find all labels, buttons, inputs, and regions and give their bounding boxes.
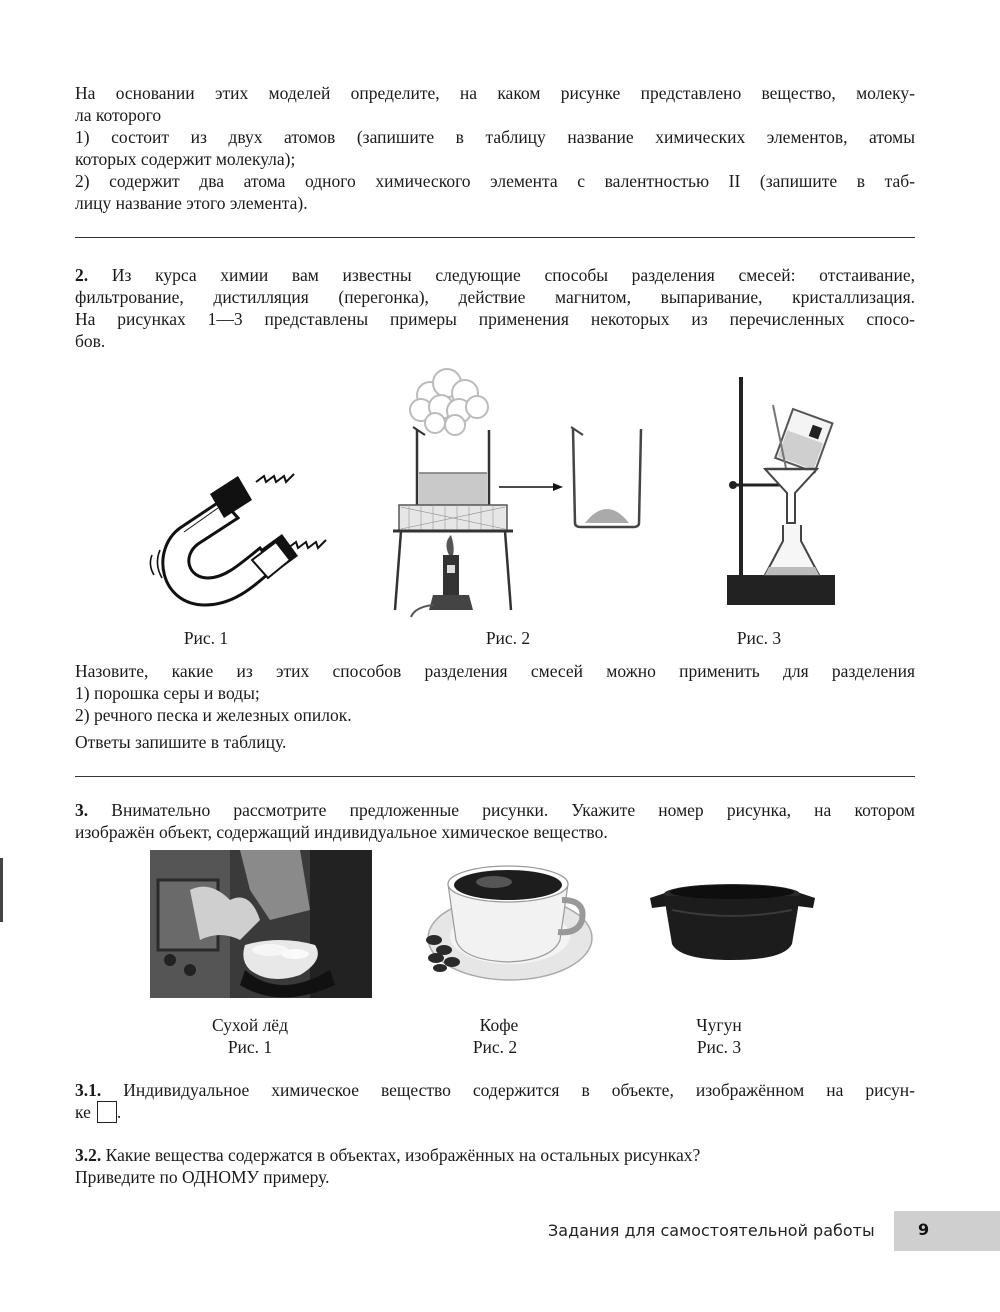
- intro-line: 2) содержит два атома одного химического элемента с валентностью II (запишите в таб-: [75, 171, 915, 191]
- task3-1-number: 3.1.: [75, 1080, 102, 1100]
- answer-line: [75, 237, 915, 238]
- footer-title: Задания для самостоятельной работы: [548, 1221, 875, 1240]
- filtration-illustration: [725, 375, 845, 610]
- coffee-photo: [410, 850, 606, 998]
- task3-1-paragraph: [75, 1079, 915, 1123]
- task3-1-line: ке: [75, 1102, 91, 1122]
- dry-ice-photo: [150, 850, 372, 998]
- intro-line: 1) состоит из двух атомов (запишите в таблицу название химических элементов, атомы: [75, 127, 915, 147]
- edge-mark: [0, 858, 3, 922]
- task2-line: На рисунках 1—3 представлены примеры применения некоторых из перечисленных спосо-: [75, 309, 915, 329]
- evaporation-illustration: [385, 355, 660, 620]
- task2-line: бов.: [75, 331, 106, 351]
- intro-line: ла которого: [75, 105, 162, 125]
- page-tab: [894, 1211, 1000, 1251]
- photo-name: Кофе: [479, 1015, 519, 1035]
- task3-paragraph: [75, 799, 915, 843]
- intro-paragraph: [75, 82, 915, 214]
- intro-line: На основании этих моделей определите, на каком рисунке представлено вещество, молеку-: [75, 83, 915, 103]
- figure-caption: Рис. 3: [736, 628, 782, 648]
- task2-instruction: Ответы запишите в таблицу.: [75, 732, 287, 752]
- task2-paragraph: [75, 264, 915, 352]
- photo-caption: Рис. 3: [696, 1037, 742, 1057]
- task3-2-number: 3.2.: [75, 1145, 102, 1165]
- task3-line: Внимательно рассмотрите предложенные рисунки. Укажите номер рисунка, на котором: [88, 800, 915, 820]
- photo-name: Сухой лёд: [212, 1015, 288, 1035]
- photo-caption: Рис. 1: [227, 1037, 273, 1057]
- task3-2-paragraph: [75, 1144, 915, 1188]
- figure-caption: Рис. 1: [183, 628, 229, 648]
- task2-line: Из курса химии вам известны следующие способы разделения смесей: отстаивание,: [88, 265, 915, 285]
- task3-line: изображён объект, содержащий индивидуальное химическое вещество.: [75, 822, 608, 842]
- task3-1-line-end: .: [116, 1102, 122, 1122]
- answer-box[interactable]: [97, 1101, 117, 1123]
- magnet-illustration: [140, 460, 340, 620]
- task2-question-line: 2) речного песка и железных опилок.: [75, 705, 352, 725]
- task2-line: фильтрование, дистилляция (перегонка), действие магнитом, выпаривание, кристаллизация.: [75, 287, 915, 307]
- answer-line: [75, 776, 915, 777]
- photo-name: Чугун: [696, 1015, 742, 1035]
- intro-line: которых содержит молекула);: [75, 149, 296, 169]
- task2-question-line: 1) порошка серы и воды;: [75, 683, 260, 703]
- intro-line: лицу название этого элемента).: [75, 193, 308, 213]
- task2-question-line: Назовите, какие из этих способов разделения смесей можно применить для разделения: [75, 661, 915, 681]
- cast-iron-pot-photo: [650, 870, 815, 970]
- task3-1-line: Индивидуальное химическое вещество содержится в объекте, изображённом на рисун-: [101, 1080, 915, 1100]
- photo-caption: Рис. 2: [472, 1037, 518, 1057]
- page-number: 9: [918, 1220, 930, 1239]
- task2-number: 2.: [75, 265, 89, 285]
- task3-2-line: Какие вещества содержатся в объектах, изображённых на остальных рисунках?: [101, 1145, 701, 1165]
- figure-caption: Рис. 2: [485, 628, 531, 648]
- task2-question: [75, 660, 915, 726]
- task3-2-line: Приведите по ОДНОМУ примеру.: [75, 1167, 330, 1187]
- task3-number: 3.: [75, 800, 89, 820]
